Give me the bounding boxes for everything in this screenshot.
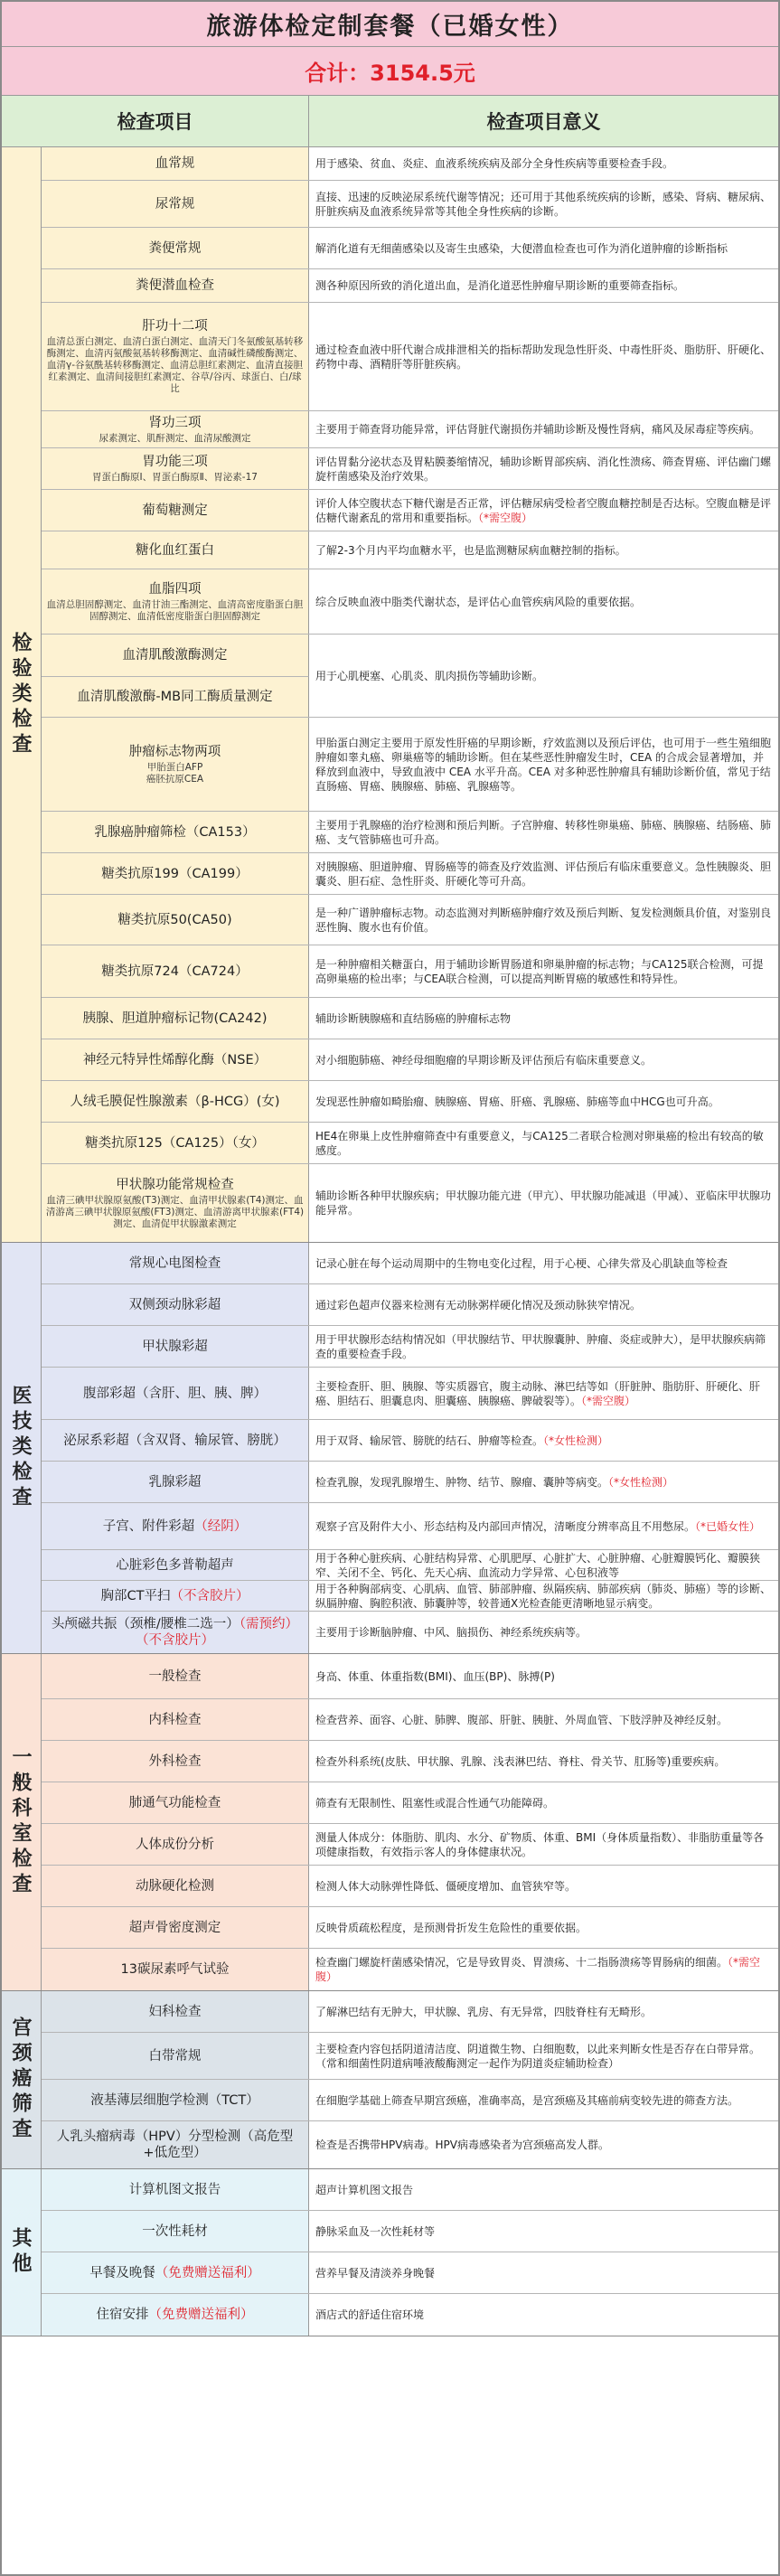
item-name-cell [42,1782,309,1823]
table-row [42,1741,778,1782]
table-row [42,1991,778,2033]
item-name-cell [42,1581,309,1611]
item-meaning-cell [309,1550,778,1580]
item-name: 内科检查 [148,1712,202,1727]
item-name-cell [42,490,309,531]
item-note: （经阴） [194,1518,248,1534]
table-row [42,1949,778,1990]
item-meaning: 检查乳腺，发现乳腺增生、肿物、结节、腺瘤、囊肿等病变。 [315,1475,609,1489]
table-header [2,96,778,147]
item-meaning: 身高、体重、体重指数(BMI)、血压(BP)、脉搏(P) [315,1669,555,1683]
table-row [42,228,778,269]
item-name-cell [42,2252,309,2293]
item-name-cell [42,895,309,945]
item-meaning-cell [309,1284,778,1325]
column-header-item: 检查项目 [2,96,309,146]
item-name: 糖类抗原724（CA724） [101,964,249,979]
item-meaning-cell [309,1699,778,1740]
table-row [42,895,778,945]
item-meaning: 测各种原因所致的消化道出血，是消化道恶性肿瘤早期诊断的重要筛查指标。 [315,279,685,292]
item-meaning: 是一种广谱肿瘤标志物。动态监测对判断癌肿瘤疗效及预后判断、复发检测颇具价值，对鉴别良恶性胸、腹水也有价值。 [315,906,772,934]
item-name-cell [42,1326,309,1367]
item-name-cell [42,1284,309,1325]
item-meaning: 用于感染、贫血、炎症、血液系统疾病及部分全身性疾病等重要检查手段。 [315,157,674,170]
table-row [42,490,778,531]
item-name-cell [42,1503,309,1549]
table-row [42,2211,778,2252]
table-row [42,1699,778,1741]
table-row [42,812,778,853]
item-meaning: 检测人体大动脉弹性降低、僵硬度增加、血管狭窄等。 [315,1879,577,1893]
item-name-cell [42,2169,309,2210]
item-meaning: 酒店式的舒适住宿环境 [315,2308,425,2321]
item-meaning: 检查营养、面容、心脏、肺脾、腹部、肝脏、胰脏、外周血管、下肢浮肿及神经反射。 [315,1713,728,1726]
item-meaning: HE4在卵巢上皮性肿瘤筛查中有重要意义，与CA125二者联合检测对卵巢癌的检出有较高的敏感度。 [315,1129,764,1157]
item-name: 糖类抗原125（CA125）（女） [85,1135,265,1151]
item-meaning-cell [309,853,778,894]
item-meaning: 是一种肿瘤相关糖蛋白，用于辅助诊断胃肠道和卵巢肿瘤的标志物；与CA125联合检测，可提高卵巢癌的检出率；与CEA联合检测，可以提高判断胃癌的敏感性和特异性。 [315,957,764,985]
item-name-cell [42,1123,309,1163]
table-row [42,1581,778,1612]
item-name-cell [42,2294,309,2336]
table-row [42,448,778,490]
table-row [42,1420,778,1462]
item-name-cell [42,228,309,268]
item-name: 胰腺、胆道肿瘤标记物(CA242) [82,1011,268,1026]
total-price: 合计：3154.5元 [2,47,778,96]
table-row [42,1123,778,1164]
item-meaning: 了解淋巴结有无肿大，甲状腺、乳房、有无异常，四肢脊柱有无畸形。 [315,2005,653,2018]
item-meaning-cell [309,1326,778,1367]
item-meaning-cell [309,1081,778,1122]
section-category [2,1654,42,1990]
table-row [42,1907,778,1949]
item-name-cell [42,1081,309,1122]
table-row [42,1081,778,1123]
table-row [42,1462,778,1503]
item-name-cell [42,812,309,852]
item-name-cell [42,718,309,811]
table-row [42,1368,778,1420]
item-meaning: 辅助诊断各种甲状腺疾病；甲状腺功能亢进（甲亢）、甲状腺功能减退（甲减）、亚临床甲状腺功能异常。 [315,1189,772,1217]
table-row [42,147,778,181]
item-name: 外科检查 [148,1753,202,1769]
item-meaning: 了解2-3个月内平均血糖水平，也是监测糖尿病血糖控制的指标。 [315,543,626,557]
table-row [42,853,778,895]
item-name-cell [42,2033,309,2079]
item-name: 肾功三项 [148,415,202,430]
section-4 [2,1991,778,2169]
item-name-cell [42,635,309,677]
item-meaning: 超声计算机图文报告 [315,2183,414,2196]
item-meaning: 对小细胞肺癌、神经母细胞瘤的早期诊断及评估预后有临床重要意义。 [315,1053,653,1067]
item-meaning: 直接、迅速的反映泌尿系统代谢等情况；还可用于其他系统疾病的诊断，感染、肾病、糖尿病、肝脏疾病及血液系统异常等其他全身性疾病的诊断。 [315,190,772,218]
item-name-cell [42,269,309,302]
item-meaning-cell [309,1782,778,1823]
item-meaning: 营养早餐及清淡养身晚餐 [315,2266,436,2280]
item-meaning-cell [309,1824,778,1865]
item-name-cell [42,1612,309,1653]
table-row [42,1612,778,1653]
item-name-cell [42,448,309,489]
item-name-cell [42,677,309,717]
item-meaning-cell [309,181,778,227]
table-row [42,635,778,718]
item-name: 常规心电图检查 [128,1255,221,1271]
item-meaning: 甲胎蛋白测定主要用于原发性肝癌的早期诊断，疗效监测以及预后评估，也可用于一些生殖细胞肿瘤如睾丸癌、卵巢癌等的辅助诊断。但在某些恶性肿瘤发生时，CEA 的合成会显著增加，并释放到血液中，导致血液中 CEA 水平升高。CEA 对多种恶性肿瘤具有辅助诊断价值，常见于结直肠癌、胃癌、胰腺癌、肺癌、乳腺癌等。 [315,736,772,793]
item-name-cell [42,2211,309,2252]
column-header-meaning: 检查项目意义 [486,110,601,133]
table-row [42,269,778,303]
item-name-cell [42,1462,309,1502]
table-row [42,181,778,228]
meaning-note: （*需空腹） [478,511,533,524]
item-name-cell [42,303,309,410]
item-meaning-cell [309,635,778,717]
table-row [42,2169,778,2211]
item-meaning-cell [309,1949,778,1990]
item-meaning-cell [309,2252,778,2293]
item-meaning: 评价人体空腹状态下糖代谢是否正常，评估糖尿病受检者空腹血糖控制是否达标。空腹血糖是评估糖代谢紊乱的常用和重要指标。 [315,496,772,524]
item-name: 葡萄糖测定 [142,503,208,518]
item-name-cell [42,1550,309,1580]
item-meaning: 检查幽门螺旋杆菌感染情况，它是导致胃炎、胃溃疡、十二指肠溃疡等胃肠病的细菌。 [315,1956,728,1969]
item-meaning-cell [309,1654,778,1698]
item-name: 血脂四项 [148,581,202,597]
item-name: 双侧颈动脉彩超 [128,1297,221,1312]
item-sub-detail: 血清三碘甲状腺原氨酸(T3)测定、血清甲状腺素(T4)测定、血清游离三碘甲状腺原氨酸(FT3)测定、血清游离甲状腺素(FT4)测定、血清促甲状腺激素测定 [45,1194,305,1229]
item-name: 胸部CT平扫 [100,1588,171,1603]
item-meaning: 用于双肾、输尿管、膀胱的结石、肿瘤等检查。 [315,1434,544,1447]
table-row [42,411,778,448]
item-meaning-cell [309,1368,778,1419]
item-note: （免费赠送福利） [148,2308,254,2322]
item-name-cell [42,147,309,180]
item-name: 肺通气功能检查 [128,1795,221,1810]
item-name: 糖类抗原50(CA50) [117,912,232,927]
section-category [2,147,42,1242]
table-row [42,1039,778,1081]
item-name-cell [42,181,309,227]
meaning-note: （*需空腹） [315,1956,761,1983]
item-meaning-cell [309,490,778,531]
item-name: 粪便常规 [148,240,202,256]
section-category-label: 宫颈癌筛查 [9,2017,33,2143]
item-name-cell [42,1949,309,1990]
item-name-cell [42,569,309,634]
meaning-note: （*女性检测） [543,1434,609,1447]
section-category-label: 一般科室检查 [9,1746,33,1898]
item-meaning-cell [309,1243,778,1283]
item-meaning: 反映骨质疏松程度，是预测骨折发生危险性的重要依据。 [315,1921,587,1934]
item-meaning: 用于各种心脏疾病、心脏结构异常、心肌肥厚、心脏扩大、心脏肿瘤、心脏瓣膜钙化、瓣膜狭窄、关闭不全、钙化、先天心病、血流动力学异常、心包积液等 [315,1551,761,1579]
item-name: 糖化血红蛋白 [136,542,214,558]
item-name: 妇科检查 [148,2004,202,2019]
item-name-cell [42,411,309,447]
section-category-label: 其他 [9,2227,33,2278]
item-meaning: 用于甲状腺形态结构情况如（甲状腺结节、甲状腺囊肿、肿瘤、炎症或肿大），是甲状腺疾病筛查的重要检查手段。 [315,1332,766,1360]
item-meaning-cell [309,2294,778,2336]
item-sub-detail: 甲胎蛋白AFP 癌胚抗原CEA [146,761,204,785]
item-meaning-cell [309,895,778,945]
item-meaning-cell [309,2169,778,2210]
table-row [42,1243,778,1284]
item-meaning: 评估胃黏分泌状态及胃粘膜萎缩情况，辅助诊断胃部疾病、消化性溃疡、筛查胃癌、评估幽门螺旋杆菌感染及治疗效果。 [315,455,772,483]
item-meaning: 主要检查内容包括阴道清洁度、阴道微生物、白细胞数，以此来判断女性是否存在白带异常。（常和细菌性阴道病唾液酸酶测定一起作为阴道炎症辅助检查） [315,2042,761,2070]
item-meaning: 主要用于诊断脑肿瘤、中风、脑损伤、神经系统疾病等。 [315,1626,587,1639]
item-meaning: 综合反映血液中脂类代谢状态，是评估心血管疾病风险的重要依据。 [315,595,642,608]
item-meaning: 辅助诊断胰腺癌和直结肠癌的肿瘤标志物 [315,1011,512,1025]
table-row [42,531,778,569]
item-meaning-cell [309,1123,778,1163]
item-name: 13碳尿素呼气试验 [120,1962,230,1977]
item-meaning-cell [309,303,778,410]
section-category [2,1991,42,2168]
table-body [2,147,778,2336]
item-sub-detail: 血清总胆固醇测定、血清甘油三酯测定、血清高密度脂蛋白胆固醇测定、血清低密度脂蛋白胆固醇测定 [46,598,304,622]
item-name: 白带常规 [148,2048,202,2064]
item-name: 甲状腺功能常规检查 [116,1177,234,1192]
item-meaning: 主要用于筛查肾功能异常，评估肾脏代谢损伤并辅助诊断及慢性肾病，痛风及尿毒症等疾病。 [315,423,761,436]
item-name-cell [42,1866,309,1906]
page-title: 旅游体检定制套餐（已婚女性） [2,2,778,47]
table-row [42,2121,778,2168]
item-meaning-cell [309,531,778,569]
table-row [42,303,778,411]
item-name: 住宿安排 [96,2308,149,2322]
item-meaning: 用于各种胸部病变、心肌病、血管、肺部肿瘤、纵隔疾病、肺部疾病（肺炎、肺癌）等的诊断、纵膈肿瘤、胸腔积液、肺囊肿等，较普通X光检查能更清晰地显示病变。 [315,1582,772,1610]
table-row [42,718,778,812]
table-row [42,998,778,1039]
section-category [2,2169,42,2336]
item-name: 早餐及晚餐 [89,2265,155,2280]
item-meaning-cell [309,2121,778,2168]
item-name-cell [42,531,309,569]
item-name: 动脉硬化检测 [136,1878,214,1894]
item-meaning: 用于心肌梗塞、心肌炎、肌肉损伤等辅助诊断。 [315,669,544,682]
item-meaning-cell [309,718,778,811]
item-meaning-cell [309,411,778,447]
item-name: 头颅磁共振（颈椎/腰椎二选一） [51,1617,240,1631]
item-name: 一次性耗材 [142,2223,208,2239]
item-name: 甲状腺彩超 [142,1339,208,1354]
table-row [42,1284,778,1326]
item-name: 一般检查 [148,1669,202,1684]
table-row [42,1824,778,1866]
item-name-cell [42,1039,309,1080]
item-meaning: 解消化道有无细菌感染以及寄生虫感染，大便潜血检查也可作为消化道肿瘤的诊断指标 [315,241,728,255]
item-name: 心脏彩色多普勒超声 [116,1557,234,1573]
table-row [42,1164,778,1242]
item-meaning-cell [309,1991,778,2032]
item-name: 人体成份分析 [136,1837,214,1852]
section-category-label: 医技类检查 [9,1385,33,1511]
table-row [42,1654,778,1699]
table-row [42,945,778,998]
item-name: 计算机图文报告 [128,2182,221,2197]
item-meaning: 发现恶性肿瘤如畸胎瘤、胰腺癌、胃癌、肝癌、乳腺癌、肺癌等血中HCG也可升高。 [315,1095,719,1108]
item-meaning: 记录心脏在每个运动周期中的生物电变化过程，用于心梗、心律失常及心肌缺血等检查 [315,1256,728,1270]
item-name-cell [42,853,309,894]
item-meaning: 检查外科系统(皮肤、甲状腺、乳腺、浅表淋巴结、脊柱、骨关节、肛肠等)重要疾病。 [315,1754,726,1768]
item-meaning-cell [309,2080,778,2120]
item-name: 超声骨密度测定 [128,1920,221,1935]
item-meaning: 主要用于乳腺癌的治疗检测和预后判断。子宫肿瘤、转移性卵巢癌、肺癌、胰腺癌、结肠癌、肺癌、支气管肺癌也可升高。 [315,818,772,846]
item-meaning-cell [309,1420,778,1461]
item-meaning: 测量人体成分：体脂肪、肌肉、水分、矿物质、体重、BMI（身体质量指数）、非脂肪重量等各项健康指数，有效指示客人的身体健康状况。 [315,1830,765,1858]
item-name-cell [42,945,309,997]
item-name-cell [42,1907,309,1948]
item-name: 肝功十二项 [142,319,208,334]
item-name: 尿常规 [155,196,195,212]
item-name: 乳腺彩超 [148,1474,202,1490]
meaning-note: （*女性检测） [608,1475,674,1489]
section-category [2,1243,42,1653]
item-name: 血常规 [155,156,195,171]
item-name-cell [42,1699,309,1740]
item-meaning: 通过检查血液中肝代谢合成排泄相关的指标帮助发现急性肝炎、中毒性肝炎、脂肪肝、肝硬化、药物中毒、酒精肝等肝脏疾病。 [315,343,772,371]
table-row [42,2252,778,2294]
section-2 [2,1243,778,1654]
item-meaning: 主要检查肝、胆、胰腺、等实质器官，腹主动脉、淋巴结等如（肝脏肿、脂肪肝、肝硬化、肝癌、胆结石、胆囊息肉、胆囊癌、胰腺癌、脾破裂等）。 [315,1379,761,1407]
item-name-cell [42,2080,309,2120]
table-row [42,2080,778,2121]
item-name: 乳腺癌肿瘤筛检（CA153） [94,824,256,840]
item-name: 胃功能三项 [142,455,208,469]
section-5 [2,2169,778,2336]
item-name: 泌尿系彩超（含双肾、输尿管、膀胱） [63,1433,287,1448]
item-name-cell [42,1243,309,1283]
item-name-cell [42,1368,309,1419]
item-name: 液基薄层细胞学检测（TCT） [90,2092,259,2108]
section-3 [2,1654,778,1991]
table-row [42,1782,778,1824]
item-name: 人乳头瘤病毒（HPV）分型检测（高危型+低危型） [56,2129,294,2160]
item-meaning: 静脉采血及一次性耗材等 [315,2224,436,2238]
table-row [42,1503,778,1550]
item-name: 血清肌酸激酶-MB同工酶质量测定 [77,690,273,704]
item-meaning: 在细胞学基础上筛查早期宫颈癌，准确率高，是宫颈癌及其癌前病变较先进的筛查方法。 [315,2093,739,2107]
item-name: 粪便潜血检查 [136,278,214,293]
item-meaning: 通过彩色超声仪器来检测有无动脉粥样硬化情况及颈动脉狭窄情况。 [315,1298,642,1312]
table-row [42,1326,778,1368]
item-meaning: 观察子宫及附件大小、形态结构及内部回声情况，清晰度分辨率高且不用憋尿。 [315,1519,696,1533]
item-name-cell [42,998,309,1039]
section-1 [2,147,778,1243]
table-row [42,1550,778,1581]
item-meaning: 筛查有无限制性、阻塞性或混合性通气功能障碍。 [315,1796,555,1810]
item-sub-detail: 胃蛋白酶原Ⅰ、胃蛋白酶原Ⅱ、胃泌素-17 [92,472,258,483]
item-meaning-cell [309,1581,778,1611]
item-name: 子宫、附件彩超 [102,1518,195,1534]
item-meaning-cell [309,1741,778,1782]
item-name: 神经元特异性烯醇化酶（NSE） [82,1052,268,1067]
item-meaning-cell [309,1164,778,1242]
item-name-cell [42,1824,309,1865]
table-row [42,1866,778,1907]
item-name-cell [42,1420,309,1461]
item-meaning-cell [309,1907,778,1948]
item-name: 血清肌酸激酶测定 [122,648,228,663]
item-name-cell [42,2121,309,2168]
item-meaning-cell [309,1866,778,1906]
item-meaning-cell [309,269,778,302]
item-meaning-cell [309,569,778,634]
item-note: （免费赠送福利） [155,2265,260,2280]
item-name-cell [42,1164,309,1242]
item-meaning: 对胰腺癌、胆道肿瘤、胃肠癌等的筛查及疗效监测、评估预后有临床重要意义。急性胰腺炎、胆囊炎、胆石症、急性肝炎、肝硬化等可升高。 [315,860,772,888]
item-name: 腹部彩超（含肝、胆、胰、脾） [83,1386,267,1401]
item-sub-detail: 尿素测定、肌酐测定、血清尿酸测定 [99,432,251,444]
item-meaning-cell [309,1503,778,1549]
item-name-cell [42,1741,309,1782]
item-meaning-cell [309,945,778,997]
item-meaning-cell [309,998,778,1039]
meaning-note: （*需空腹） [581,1394,636,1407]
item-meaning-cell [309,147,778,180]
meaning-note: （*已婚女性） [695,1519,761,1533]
item-meaning-cell [309,228,778,268]
item-meaning-cell [309,1462,778,1502]
item-meaning-cell [309,812,778,852]
table-row [42,569,778,635]
item-name: 肿瘤标志物两项 [128,744,221,759]
section-category-label: 检验类检查 [9,631,33,758]
item-meaning-cell [309,448,778,489]
item-meaning-cell [309,2033,778,2079]
item-meaning-cell [309,2211,778,2252]
item-name: 糖类抗原199（CA199） [101,866,249,881]
item-name: 人绒毛膜促性腺激素（β-HCG）(女) [70,1094,280,1109]
table-row [42,2294,778,2336]
table-row [42,2033,778,2080]
item-note: （需预约）（不含胶片） [136,1617,299,1648]
item-meaning: 检查是否携带HPV病毒。HPV病毒感染者为宫颈癌高发人群。 [315,2139,609,2151]
item-note: （不含胶片） [170,1588,249,1603]
item-sub-detail: 血清总蛋白测定、血清白蛋白测定、血清天门冬氨酸氨基转移酶测定、血清丙氨酸氨基转移酶测定、血清碱性磷酸酶测定、血清γ-谷氨酰基转移酶测定、血清总胆红素测定、血清直接胆红素测定、血清间接胆红素测定、谷草/谷丙、球蛋白、白/球比 [46,336,304,394]
item-name-cell [42,1991,309,2032]
item-name-cell [42,1654,309,1698]
item-meaning-cell [309,1612,778,1653]
item-meaning-cell [309,1039,778,1080]
